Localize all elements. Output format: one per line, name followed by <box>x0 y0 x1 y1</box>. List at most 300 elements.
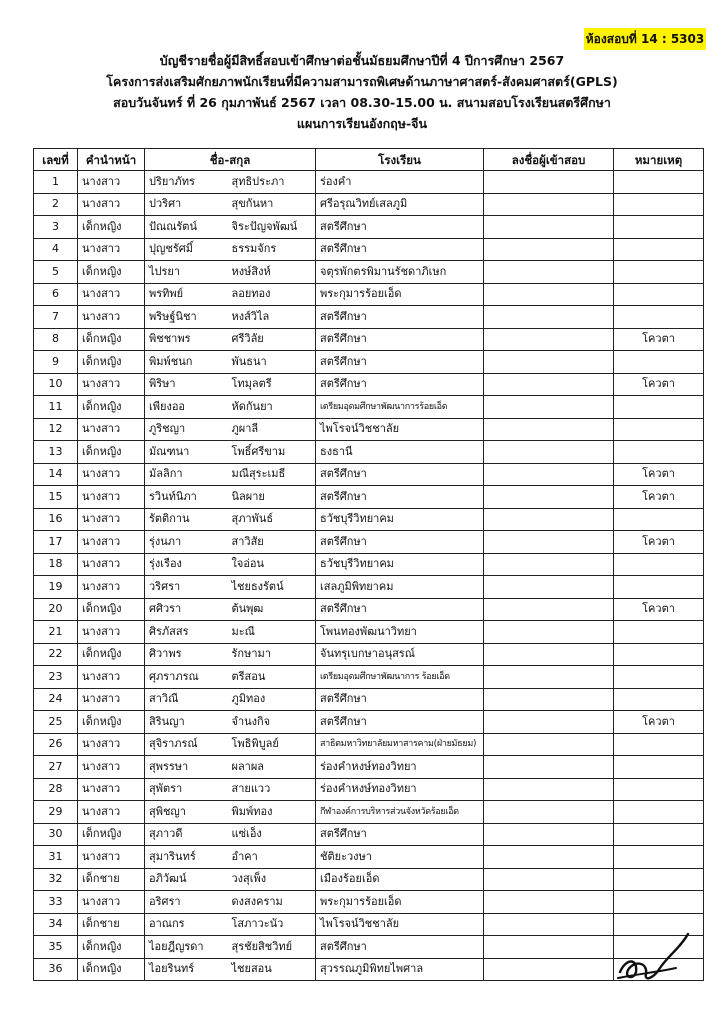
table-row <box>34 891 704 914</box>
row-remark <box>614 778 704 801</box>
row-number: 18 <box>34 553 78 576</box>
row-title-prefix: นางสาว <box>78 531 145 554</box>
row-first-name: รวินท์นิภา <box>145 486 228 509</box>
table-row <box>34 373 704 396</box>
row-last-name: ลอยทอง <box>228 283 316 306</box>
row-last-name: พันธนา <box>228 351 316 374</box>
table-row <box>34 711 704 734</box>
title-line-2: โครงการส่งเสริมศักยภาพนักเรียนที่มีความสามารถพิเศษด้านภาษาศาสตร์-สังคมศาสตร์(GPLS) <box>106 74 618 89</box>
row-school: ชัติยะวงษา <box>316 846 484 869</box>
row-first-name: ไอยฎีญรดา <box>145 936 228 959</box>
row-last-name: โสภาวะนัว <box>228 913 316 936</box>
row-signature-cell <box>484 486 614 509</box>
row-title-prefix: นางสาว <box>78 508 145 531</box>
row-remark <box>614 261 704 284</box>
row-first-name: สุจิราภรณ์ <box>145 733 228 756</box>
row-last-name: แซ่เอ็ง <box>228 823 316 846</box>
row-signature-cell <box>484 508 614 531</box>
row-number: 16 <box>34 508 78 531</box>
row-title-prefix: นางสาว <box>78 171 145 194</box>
table-row <box>34 418 704 441</box>
row-remark <box>614 733 704 756</box>
row-school: สตรีศึกษา <box>316 328 484 351</box>
row-school: ไพโรจน์วิชชาลัย <box>316 418 484 441</box>
row-remark <box>614 193 704 216</box>
table-row <box>34 846 704 869</box>
row-number: 9 <box>34 351 78 374</box>
row-remark: โควตา <box>614 711 704 734</box>
row-first-name: ปวริศา <box>145 193 228 216</box>
row-school: สตรีศึกษา <box>316 598 484 621</box>
row-title-prefix: เด็กชาย <box>78 868 145 891</box>
row-school: สตรีศึกษา <box>316 463 484 486</box>
row-remark <box>614 171 704 194</box>
row-title-prefix: นางสาว <box>78 846 145 869</box>
row-number: 32 <box>34 868 78 891</box>
row-title-prefix: เด็กหญิง <box>78 711 145 734</box>
table-row <box>34 756 704 779</box>
title-line-3: สอบวันจันทร์ ที่ 26 กุมภาพันธ์ 2567 เวลา 08.30-15.00 น. สนามสอบโรงเรียนสตรีศึกษา <box>113 95 611 110</box>
row-number: 2 <box>34 193 78 216</box>
table-row <box>34 576 704 599</box>
row-last-name: ผลาผล <box>228 756 316 779</box>
row-remark <box>614 216 704 239</box>
row-remark: โควตา <box>614 598 704 621</box>
row-signature-cell <box>484 576 614 599</box>
row-first-name: ปัณณรัตน์ <box>145 216 228 239</box>
row-remark <box>614 238 704 261</box>
table-row <box>34 351 704 374</box>
row-last-name: มณีสุระเมธี <box>228 463 316 486</box>
row-school: จตุรพักตรพิมานรัชดาภิเษก <box>316 261 484 284</box>
row-school: เมืองร้อยเอ็ด <box>316 868 484 891</box>
row-school: ร่องคำหงษ์ทองวิทยา <box>316 756 484 779</box>
table-row <box>34 193 704 216</box>
row-signature-cell <box>484 418 614 441</box>
table-row <box>34 486 704 509</box>
row-remark: โควตา <box>614 373 704 396</box>
table-row <box>34 733 704 756</box>
row-last-name: จำนงกิจ <box>228 711 316 734</box>
row-school: ร่องคำ <box>316 171 484 194</box>
table-row <box>34 936 704 959</box>
row-remark <box>614 306 704 329</box>
row-school: โพนทองพัฒนาวิทยา <box>316 621 484 644</box>
row-signature-cell <box>484 193 614 216</box>
row-number: 14 <box>34 463 78 486</box>
roster-body <box>34 171 704 981</box>
row-title-prefix: นางสาว <box>78 553 145 576</box>
exam-room-badge: ห้องสอบที่ 14 : 5303 <box>584 28 706 50</box>
row-remark <box>614 891 704 914</box>
row-first-name: สุพรรษา <box>145 756 228 779</box>
row-title-prefix: นางสาว <box>78 778 145 801</box>
row-number: 36 <box>34 958 78 981</box>
row-number: 15 <box>34 486 78 509</box>
row-number: 1 <box>34 171 78 194</box>
row-remark <box>614 868 704 891</box>
row-title-prefix: นางสาว <box>78 486 145 509</box>
row-first-name: ศศิวรา <box>145 598 228 621</box>
row-last-name: หัดกันยา <box>228 396 316 419</box>
table-row <box>34 463 704 486</box>
row-title-prefix: นางสาว <box>78 463 145 486</box>
row-school: สตรีศึกษา <box>316 306 484 329</box>
row-signature-cell <box>484 396 614 419</box>
row-school: สตรีศึกษา <box>316 531 484 554</box>
row-title-prefix: นางสาว <box>78 306 145 329</box>
table-row <box>34 801 704 824</box>
row-signature-cell <box>484 868 614 891</box>
col-header-title: คำนำหน้า <box>78 149 145 171</box>
row-title-prefix: นางสาว <box>78 373 145 396</box>
row-remark <box>614 508 704 531</box>
table-row <box>34 553 704 576</box>
row-signature-cell <box>484 936 614 959</box>
row-signature-cell <box>484 553 614 576</box>
row-last-name: พิมพ์ทอง <box>228 801 316 824</box>
row-first-name: มัลลิกา <box>145 463 228 486</box>
row-first-name: พิริษา <box>145 373 228 396</box>
row-signature-cell <box>484 733 614 756</box>
row-last-name: โพธิพิบูลย์ <box>228 733 316 756</box>
title-line-4: แผนการเรียนอังกฤษ-จีน <box>296 116 428 131</box>
col-header-remark: หมายเหตุ <box>614 149 704 171</box>
row-remark <box>614 396 704 419</box>
row-last-name: นิลผาย <box>228 486 316 509</box>
row-last-name: จิระปัญจพัฒน์ <box>228 216 316 239</box>
row-title-prefix: เด็กหญิง <box>78 328 145 351</box>
row-first-name: สุพิชญา <box>145 801 228 824</box>
row-signature-cell <box>484 261 614 284</box>
row-first-name: สาวิณี <box>145 688 228 711</box>
row-school: สตรีศึกษา <box>316 238 484 261</box>
row-first-name: อภิวัฒน์ <box>145 868 228 891</box>
row-title-prefix: นางสาว <box>78 193 145 216</box>
row-remark <box>614 688 704 711</box>
row-title-prefix: เด็กหญิง <box>78 261 145 284</box>
row-remark <box>614 441 704 464</box>
row-first-name: เพียงออ <box>145 396 228 419</box>
table-row <box>34 216 704 239</box>
row-school: ธงธานี <box>316 441 484 464</box>
row-signature-cell <box>484 688 614 711</box>
row-school: สตรีศึกษา <box>316 936 484 959</box>
row-number: 17 <box>34 531 78 554</box>
row-remark: โควตา <box>614 463 704 486</box>
row-number: 29 <box>34 801 78 824</box>
row-signature-cell <box>484 171 614 194</box>
row-signature-cell <box>484 913 614 936</box>
row-signature-cell <box>484 441 614 464</box>
table-row <box>34 328 704 351</box>
row-last-name: ตรีสอน <box>228 666 316 689</box>
row-last-name: ธรรมจักร <box>228 238 316 261</box>
row-signature-cell <box>484 846 614 869</box>
row-remark: โควตา <box>614 531 704 554</box>
table-row <box>34 643 704 666</box>
row-first-name: สุมารินทร์ <box>145 846 228 869</box>
col-header-no: เลขที่ <box>34 149 78 171</box>
row-signature-cell <box>484 666 614 689</box>
row-remark <box>614 553 704 576</box>
row-last-name: ใจอ่อน <box>228 553 316 576</box>
row-remark <box>614 801 704 824</box>
row-number: 35 <box>34 936 78 959</box>
row-first-name: ไปรยา <box>145 261 228 284</box>
row-last-name: รักษามา <box>228 643 316 666</box>
row-first-name: สุพัตรา <box>145 778 228 801</box>
row-title-prefix: นางสาว <box>78 891 145 914</box>
row-school: สุวรรณภูมิพิทยไพศาล <box>316 958 484 981</box>
col-header-name: ชื่อ-สกุล <box>145 149 316 171</box>
row-signature-cell <box>484 801 614 824</box>
row-title-prefix: เด็กหญิง <box>78 441 145 464</box>
table-row <box>34 598 704 621</box>
row-last-name: สุภาพันธ์ <box>228 508 316 531</box>
row-first-name: รัตติกาน <box>145 508 228 531</box>
table-row <box>34 283 704 306</box>
row-signature-cell <box>484 778 614 801</box>
row-number: 34 <box>34 913 78 936</box>
row-last-name: โพธิ์ศรีขาม <box>228 441 316 464</box>
row-last-name: หงส์วิไล <box>228 306 316 329</box>
row-last-name: สุทธิประภา <box>228 171 316 194</box>
row-remark <box>614 283 704 306</box>
table-row <box>34 238 704 261</box>
row-number: 11 <box>34 396 78 419</box>
row-title-prefix: เด็กหญิง <box>78 396 145 419</box>
row-remark <box>614 351 704 374</box>
row-first-name: วริศรา <box>145 576 228 599</box>
row-remark <box>614 666 704 689</box>
row-last-name: ไชยธงรัตน์ <box>228 576 316 599</box>
row-school: ศรีอรุณวิทย์เสลภูมิ <box>316 193 484 216</box>
row-first-name: ศุภราภรณ <box>145 666 228 689</box>
row-school: พระกุมารร้อยเอ็ด <box>316 891 484 914</box>
row-school: เสลภูมิพิทยาคม <box>316 576 484 599</box>
row-number: 6 <box>34 283 78 306</box>
row-title-prefix: เด็กหญิง <box>78 936 145 959</box>
row-signature-cell <box>484 328 614 351</box>
row-last-name: ภูผาลี <box>228 418 316 441</box>
row-number: 5 <box>34 261 78 284</box>
row-last-name: อำคา <box>228 846 316 869</box>
row-last-name: สาวิสัย <box>228 531 316 554</box>
row-first-name: มัณฑนา <box>145 441 228 464</box>
row-title-prefix: นางสาว <box>78 418 145 441</box>
row-number: 26 <box>34 733 78 756</box>
row-title-prefix: เด็กหญิง <box>78 216 145 239</box>
row-school: สตรีศึกษา <box>316 688 484 711</box>
table-row <box>34 913 704 936</box>
row-signature-cell <box>484 756 614 779</box>
row-remark: โควตา <box>614 328 704 351</box>
row-number: 19 <box>34 576 78 599</box>
row-title-prefix: นางสาว <box>78 801 145 824</box>
row-title-prefix: นางสาว <box>78 733 145 756</box>
row-remark <box>614 621 704 644</box>
row-number: 10 <box>34 373 78 396</box>
row-school: สตรีศึกษา <box>316 823 484 846</box>
row-school: เตรียมอุดมศึกษาพัฒนาการร้อยเอ็ด <box>316 396 484 419</box>
row-first-name: พรทิพย์ <box>145 283 228 306</box>
row-title-prefix: นางสาว <box>78 238 145 261</box>
row-school: สตรีศึกษา <box>316 351 484 374</box>
row-school: สตรีศึกษา <box>316 216 484 239</box>
table-row <box>34 823 704 846</box>
row-number: 7 <box>34 306 78 329</box>
row-number: 12 <box>34 418 78 441</box>
row-number: 3 <box>34 216 78 239</box>
row-first-name: ภูริชญา <box>145 418 228 441</box>
row-remark <box>614 418 704 441</box>
table-row <box>34 261 704 284</box>
row-title-prefix: นางสาว <box>78 756 145 779</box>
document-header <box>0 50 724 134</box>
row-first-name: สุภาวดี <box>145 823 228 846</box>
col-header-school: โรงเรียน <box>316 149 484 171</box>
table-row <box>34 306 704 329</box>
row-last-name: ดงสงคราม <box>228 891 316 914</box>
row-signature-cell <box>484 351 614 374</box>
row-last-name: สุขกันหา <box>228 193 316 216</box>
row-signature-cell <box>484 463 614 486</box>
header-row <box>34 149 704 171</box>
row-last-name: ศรีวิลัย <box>228 328 316 351</box>
row-first-name: ปริยาภัทร <box>145 171 228 194</box>
row-signature-cell <box>484 643 614 666</box>
row-school: สตรีศึกษา <box>316 373 484 396</box>
row-signature-cell <box>484 216 614 239</box>
row-last-name: ไชยสอน <box>228 958 316 981</box>
row-number: 31 <box>34 846 78 869</box>
row-last-name: ภูมิทอง <box>228 688 316 711</box>
row-last-name: วงสุเพ็ง <box>228 868 316 891</box>
row-school: สตรีศึกษา <box>316 711 484 734</box>
row-signature-cell <box>484 283 614 306</box>
row-first-name: พิชชาพร <box>145 328 228 351</box>
row-first-name: ปุญชรัศมิ์ <box>145 238 228 261</box>
row-title-prefix: เด็กหญิง <box>78 643 145 666</box>
row-first-name: พริษฐ์นิชา <box>145 306 228 329</box>
row-number: 25 <box>34 711 78 734</box>
row-first-name: รุ่งเรือง <box>145 553 228 576</box>
row-school: พระกุมารร้อยเอ็ด <box>316 283 484 306</box>
row-school: สตรีศึกษา <box>316 486 484 509</box>
table-row <box>34 441 704 464</box>
row-number: 8 <box>34 328 78 351</box>
row-title-prefix: เด็กหญิง <box>78 351 145 374</box>
table-row <box>34 666 704 689</box>
row-number: 20 <box>34 598 78 621</box>
table-row <box>34 396 704 419</box>
row-school: ธวัชบุรีวิทยาคม <box>316 553 484 576</box>
row-first-name: ศิวาพร <box>145 643 228 666</box>
row-number: 30 <box>34 823 78 846</box>
row-signature-cell <box>484 373 614 396</box>
row-school: ธวัชบุรีวิทยาคม <box>316 508 484 531</box>
row-title-prefix: เด็กหญิง <box>78 598 145 621</box>
row-remark <box>614 846 704 869</box>
signature-mark <box>614 928 694 988</box>
row-first-name: ศิรภัสสร <box>145 621 228 644</box>
row-title-prefix: นางสาว <box>78 576 145 599</box>
row-number: 33 <box>34 891 78 914</box>
row-title-prefix: เด็กหญิง <box>78 823 145 846</box>
table-row <box>34 868 704 891</box>
row-signature-cell <box>484 823 614 846</box>
row-number: 23 <box>34 666 78 689</box>
table-row <box>34 508 704 531</box>
row-last-name: สายแวว <box>228 778 316 801</box>
table-row <box>34 688 704 711</box>
row-remark <box>614 643 704 666</box>
row-remark <box>614 823 704 846</box>
row-school: จันทรุเบกษาอนุสรณ์ <box>316 643 484 666</box>
row-signature-cell <box>484 711 614 734</box>
table-row <box>34 171 704 194</box>
row-first-name: อาณกร <box>145 913 228 936</box>
row-school: กีฬาองค์การบริหารส่วนจังหวัดร้อยเอ็ด <box>316 801 484 824</box>
row-number: 22 <box>34 643 78 666</box>
row-signature-cell <box>484 891 614 914</box>
row-number: 24 <box>34 688 78 711</box>
row-remark <box>614 756 704 779</box>
col-header-signature: ลงชื่อผู้เข้าสอบ <box>484 149 614 171</box>
table-row <box>34 778 704 801</box>
row-title-prefix: เด็กหญิง <box>78 958 145 981</box>
row-first-name: ไอยรินทร์ <box>145 958 228 981</box>
row-school: ไพโรจน์วิชชาลัย <box>316 913 484 936</box>
row-last-name: โทมุลตรี <box>228 373 316 396</box>
row-first-name: พิมพ์ชนก <box>145 351 228 374</box>
row-number: 27 <box>34 756 78 779</box>
row-remark: โควตา <box>614 486 704 509</box>
row-title-prefix: นางสาว <box>78 621 145 644</box>
row-last-name: ต้นพุฒ <box>228 598 316 621</box>
row-first-name: สิรินญา <box>145 711 228 734</box>
row-school: ร่องคำหงษ์ทองวิทยา <box>316 778 484 801</box>
row-signature-cell <box>484 621 614 644</box>
row-first-name: อริศรา <box>145 891 228 914</box>
row-signature-cell <box>484 306 614 329</box>
row-remark <box>614 576 704 599</box>
examinee-roster-table <box>33 148 704 981</box>
table-row <box>34 621 704 644</box>
row-title-prefix: เด็กชาย <box>78 913 145 936</box>
row-number: 21 <box>34 621 78 644</box>
row-signature-cell <box>484 958 614 981</box>
row-school: เตรียมอุดมศึกษาพัฒนาการ ร้อยเอ็ด <box>316 666 484 689</box>
row-signature-cell <box>484 238 614 261</box>
row-title-prefix: นางสาว <box>78 283 145 306</box>
row-signature-cell <box>484 531 614 554</box>
row-number: 28 <box>34 778 78 801</box>
row-last-name: สุรชัยสิชวิทย์ <box>228 936 316 959</box>
row-signature-cell <box>484 598 614 621</box>
row-title-prefix: นางสาว <box>78 666 145 689</box>
row-last-name: มะณี <box>228 621 316 644</box>
table-row <box>34 958 704 981</box>
row-number: 4 <box>34 238 78 261</box>
row-school: สาธิตมหาวิทยาลัยมหาสารคาม(ฝ่ายมัธยม) <box>316 733 484 756</box>
row-number: 13 <box>34 441 78 464</box>
table-row <box>34 531 704 554</box>
row-title-prefix: นางสาว <box>78 688 145 711</box>
row-first-name: รุ่งนภา <box>145 531 228 554</box>
title-line-1: บัญชีรายชื่อผู้มีสิทธิ์สอบเข้าศึกษาต่อชั้นมัธยมศึกษาปีที่ 4 ปีการศึกษา 2567 <box>159 53 565 68</box>
